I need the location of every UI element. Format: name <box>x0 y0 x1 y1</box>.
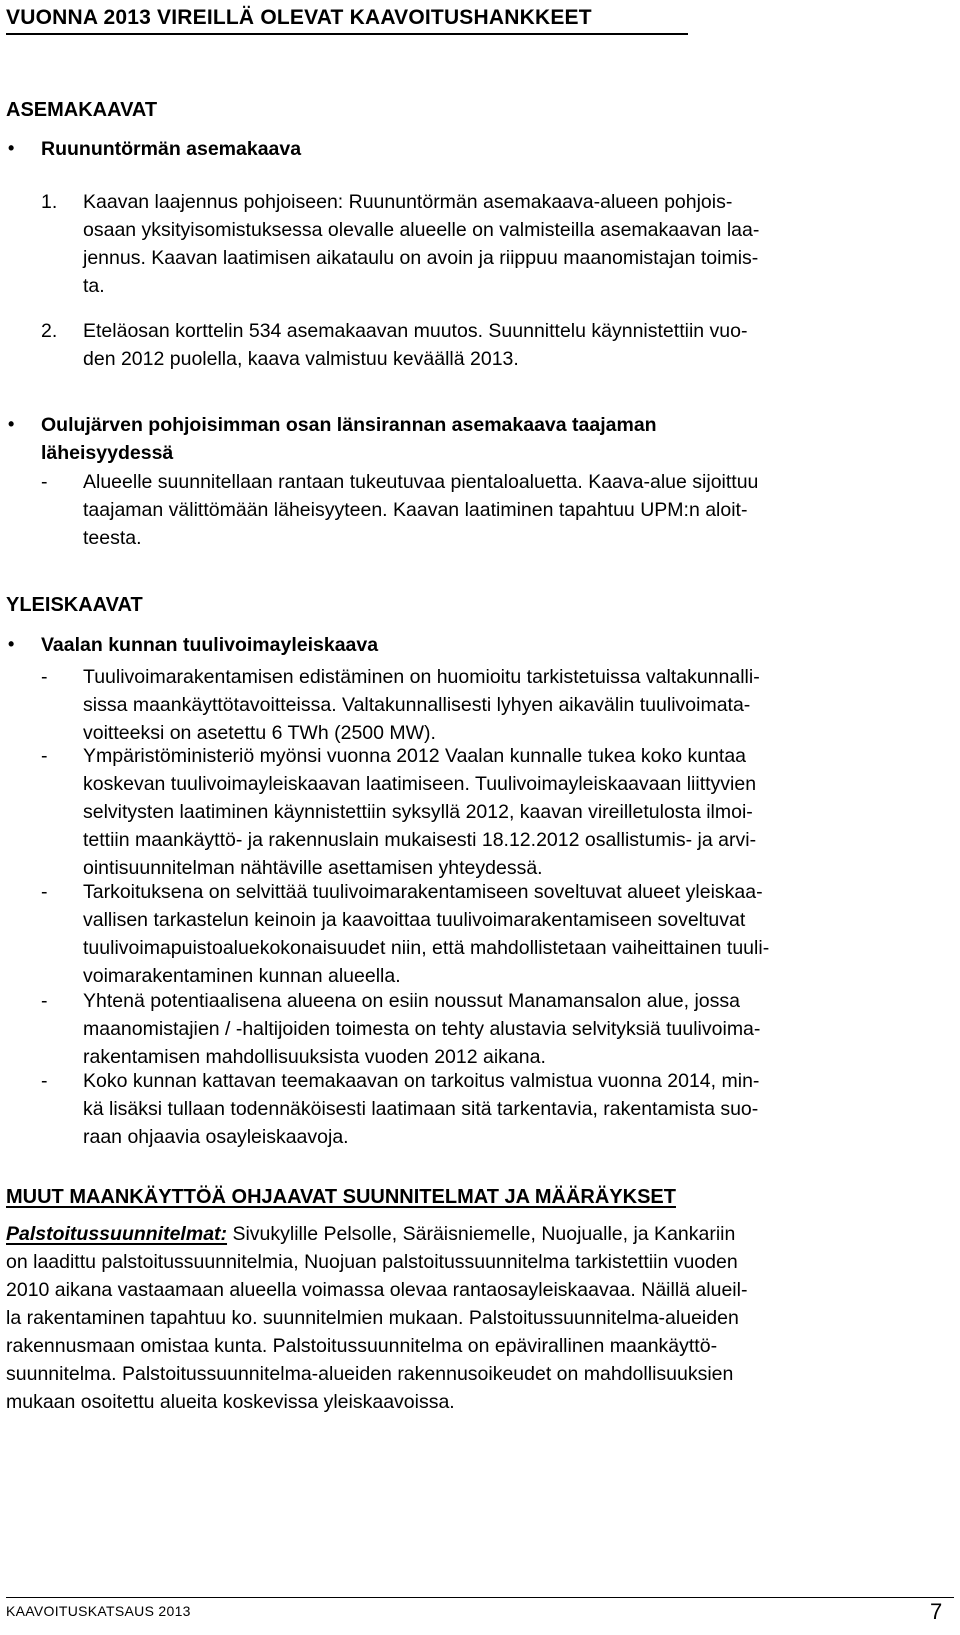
title-underline <box>6 33 688 35</box>
text-line: tettiin maankäyttö- ja rakennuslain mukaisesti 18.12.2012 osallistumis- ja arvi- <box>83 829 757 851</box>
page-title: VUONNA 2013 VIREILLÄ OLEVAT KAAVOITUSHANKKEET <box>6 6 592 29</box>
text-line: rakennusmaan omistaa kunta. Palstoitussuunnitelma on epävirallinen maankäyttö- <box>6 1335 718 1357</box>
muut-paragraph <box>6 1220 918 1416</box>
text-line: Eteläosan korttelin 534 asemakaavan muutos. Suunnittelu käynnistettiin vuo- <box>83 320 748 342</box>
section-heading-yleiskaavat: YLEISKAAVAT <box>6 594 143 616</box>
text-line: den 2012 puolella, kaava valmistuu keväällä 2013. <box>83 348 519 370</box>
text-line: raan ohjaavia osayleiskaavoja. <box>83 1126 349 1148</box>
dash-marker: - <box>41 666 48 688</box>
text-line: osaan yksityisomistuksessa olevalle alueelle on valmisteilla asemakaavan laa- <box>83 219 760 241</box>
page-number: 7 <box>930 1599 943 1624</box>
bullet-icon: • <box>8 414 15 434</box>
vaala-paragraph-4 <box>83 987 923 1071</box>
palstoitus-lead: Palstoitussuunnitelmat: <box>6 1223 228 1245</box>
text-line: teesta. <box>83 527 142 549</box>
section-heading-muut: MUUT MAANKÄYTTÖÄ OHJAAVAT SUUNNITELMAT JA MÄÄRÄYKSET <box>6 1186 676 1208</box>
section-heading-asemakaavat: ASEMAKAAVAT <box>6 99 158 121</box>
subsection-title-oulujarvi <box>41 411 921 467</box>
text-line: läheisyydessä <box>41 442 174 464</box>
text-line: Tarkoituksena on selvittää tuulivoimarakentamiseen soveltuvat alueet yleiskaa- <box>83 881 763 903</box>
text-line: ta. <box>83 275 105 297</box>
text-line: suunnitelma. Palstoitussuunnitelma-alueiden rakennusoikeudet on mahdollisuuksien <box>6 1363 734 1385</box>
text-line: kä lisäksi tullaan todennäköisesti laatimaan sitä tarkentavia, rakentamista suo- <box>83 1098 759 1120</box>
text-line: maanomistajien / -haltijoiden toimesta on tehty alustavia selvityksiä tuulivoima- <box>83 1018 761 1040</box>
text-line: Yhtenä potentiaalisena alueena on esiin noussut Manamansalon alue, jossa <box>83 990 740 1012</box>
footer-title: KAAVOITUSKATSAUS 2013 <box>6 1603 191 1619</box>
text-line: voitteeksi on asetettu 6 TWh (2500 MW). <box>83 722 436 744</box>
vaala-paragraph-3 <box>83 878 923 990</box>
text-span: Sivukylille Pelsolle, Säräisniemelle, Nuojualle, ja Kankariin <box>227 1223 736 1245</box>
list-item-1 <box>83 188 923 300</box>
text-line: tuulivoimapuistoaluekokonaisuudet niin, että mahdollistetaan vaiheittainen tuuli- <box>83 937 770 959</box>
text-line: rakentamisen mahdollisuuksista vuoden 2012 aikana. <box>83 1046 546 1068</box>
bullet-icon: • <box>8 138 15 158</box>
dash-marker: - <box>41 990 48 1012</box>
dash-marker: - <box>41 881 48 903</box>
dash-marker: - <box>41 1070 48 1092</box>
text-line: koskevan tuulivoimayleiskaavan laatimiseen. Tuulivoimayleiskaavaan liittyvien <box>83 773 757 795</box>
list-number-2: 2. <box>41 320 58 342</box>
text-line: Oulujärven pohjoisimman osan länsirannan asemakaava taajaman <box>41 414 657 436</box>
subsection-title-vaala: Vaalan kunnan tuulivoimayleiskaava <box>41 634 379 656</box>
list-item-2 <box>83 317 923 373</box>
text-line: Ympäristöministeriö myönsi vuonna 2012 Vaalan kunnalle tukea koko kuntaa <box>83 745 747 767</box>
text-line: vallisen tarkastelun keinoin ja kaavoittaa tuulivoimarakentamiseen soveltuvat <box>83 909 746 931</box>
text-line: taajaman välittömään läheisyyteen. Kaavan laatiminen tapahtuu UPM:n aloit- <box>83 499 748 521</box>
dash-marker: - <box>41 745 48 767</box>
bullet-icon: • <box>8 634 15 654</box>
text-line: voimarakentaminen kunnan alueella. <box>83 965 401 987</box>
text-line: Koko kunnan kattavan teemakaavan on tarkoitus valmistua vuonna 2014, min- <box>83 1070 760 1092</box>
text-line: Kaavan laajennus pohjoiseen: Ruununtörmän asemakaava-alueen pohjois- <box>83 191 733 213</box>
list-number-1: 1. <box>41 191 58 213</box>
text-line: la rakentaminen tapahtuu ko. suunnitelmien mukaan. Palstoitussuunnitelma-alueiden <box>6 1307 739 1329</box>
text-line: sissa maankäyttötavoitteissa. Valtakunnallisesti lyhyen aikavälin tuulivoimata- <box>83 694 751 716</box>
subsection-title-ruununtorma: Ruununtörmän asemakaava <box>41 138 302 160</box>
text-line: selvitysten laatiminen käynnistettiin syksyllä 2012, kaavan vireilletulosta ilmoi- <box>83 801 753 823</box>
dash-marker: - <box>41 471 48 493</box>
vaala-paragraph-5 <box>83 1067 923 1151</box>
text-line: Alueelle suunnitellaan rantaan tukeutuvaa pientaloaluetta. Kaava-alue sijoittuu <box>83 471 759 493</box>
text-line <box>6 1220 918 1248</box>
oulujarvi-description <box>83 468 923 552</box>
footer-rule <box>6 1597 954 1598</box>
text-line: ointisuunnitelman nähtäville asettamisen yhteydessä. <box>83 857 543 879</box>
text-line: mukaan osoitettu alueita koskevissa yleiskaavoissa. <box>6 1391 455 1413</box>
text-line: Tuulivoimarakentamisen edistäminen on huomioitu tarkistetuissa valtakunnalli- <box>83 666 760 688</box>
text-line: 2010 aikana vastaamaan alueella voimassa olevaa rantaosayleiskaavaa. Näillä alueil- <box>6 1279 748 1301</box>
vaala-paragraph-1 <box>83 663 923 747</box>
text-line: on laadittu palstoitussuunnitelmia, Nuojuan palstoitussuunnitelma tarkistettiin vuoden <box>6 1251 738 1273</box>
text-line: jennus. Kaavan laatimisen aikataulu on avoin ja riippuu maanomistajan toimis- <box>83 247 759 269</box>
vaala-paragraph-2 <box>83 742 923 882</box>
